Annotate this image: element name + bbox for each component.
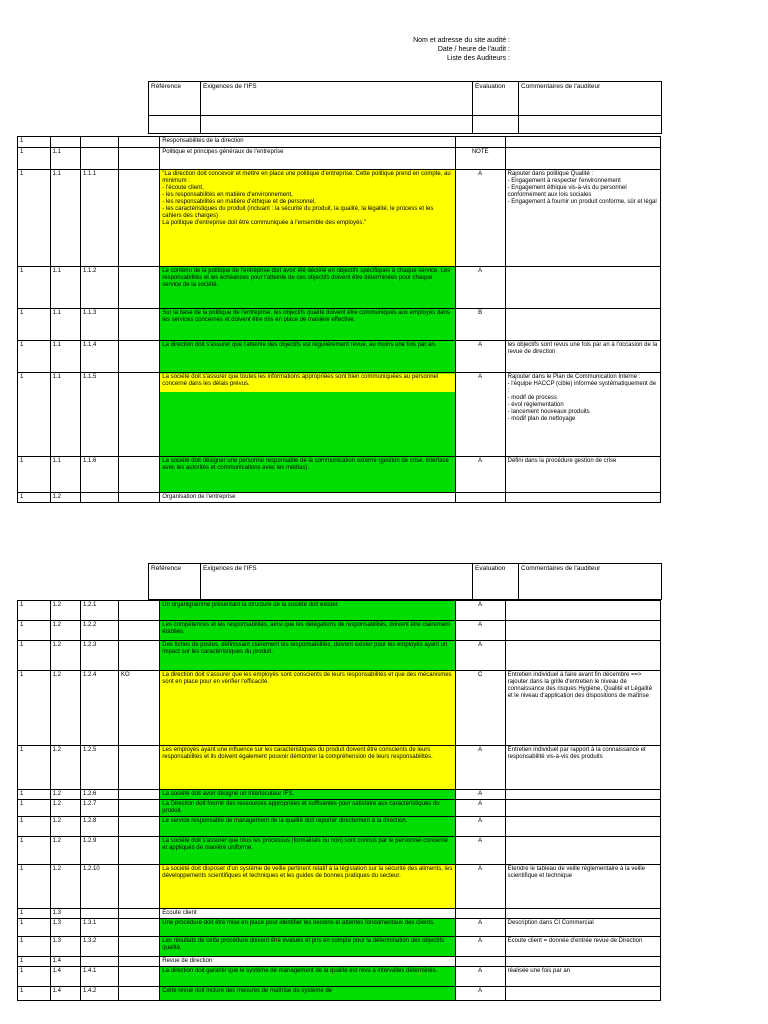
ref-level1: 1	[18, 267, 51, 309]
ref-level2: 1.2	[50, 601, 80, 621]
evaluation-value: A	[455, 865, 505, 909]
col-evaluation: Evaluation	[473, 564, 519, 600]
col-reference: Référence	[149, 564, 201, 600]
table-row	[18, 309, 661, 341]
ko-flag	[118, 937, 159, 957]
ref-level3: 1.2.9	[80, 837, 118, 865]
auditor-comment: Rajouter dans le Plan de Communication Interne : - l'équipe HACCP (cible) informée systématiquement de : - modif de process - évol réglementation - lancement nouveaux produits - modif plan de nettoyage	[505, 373, 660, 457]
ref-level2: 1.1	[50, 170, 80, 267]
table-row	[18, 267, 661, 309]
auditor-comment	[505, 493, 660, 503]
requirement-text: Organisation de l'entreprise	[160, 493, 455, 503]
ko-flag	[118, 373, 159, 457]
ko-flag	[118, 865, 159, 909]
ko-flag	[118, 621, 159, 641]
ref-level3	[80, 909, 118, 919]
ref-level2: 1.3	[50, 937, 80, 957]
ref-level2: 1.2	[50, 746, 80, 790]
table-row	[18, 909, 661, 919]
ref-level3: 1.4.1	[80, 967, 118, 987]
auditor-comment	[505, 621, 660, 641]
ko-flag	[118, 493, 159, 503]
auditor-comment	[505, 957, 660, 967]
ref-level1: 1	[18, 148, 51, 170]
requirement-text: Des fiches de postes, définissant clairement les responsabilités, doivent exister pour les employés ayant un impact sur les caractéristiques du produit.	[160, 641, 455, 671]
ref-level1: 1	[18, 621, 51, 641]
requirement-text: Les compétences et les responsabilités, ainsi que les délégations de responsabilités, doivent être clairement établies.	[160, 621, 455, 641]
ref-level3	[80, 148, 118, 170]
table-row	[18, 493, 661, 503]
auditor-comment: Rajouter dans politique Qualité : - Engagement à respecter l'environnement - Engagement éthique vis-à-vis du personnel conformément aux lois sociales - Engagement à fournir un produit conforme, sûr et légal	[505, 170, 660, 267]
ref-level2: 1.2	[50, 671, 80, 746]
ref-level2: 1.1	[50, 457, 80, 493]
ref-level1: 1	[18, 373, 51, 457]
requirement-text: Un organigramme présentant la structure de la société doit exister.	[160, 601, 455, 621]
table-row	[18, 170, 661, 267]
ko-flag: KO	[118, 671, 159, 746]
auditor-comment	[505, 148, 660, 170]
ref-level3: 1.2.5	[80, 746, 118, 790]
table-row	[18, 865, 661, 909]
ko-flag	[118, 967, 159, 987]
table-row	[18, 341, 661, 373]
evaluation-value: A	[455, 817, 505, 837]
col-evaluation: Evaluation	[473, 82, 519, 116]
ref-level2: 1.2	[50, 493, 80, 503]
ref-level3: 1.1.2	[80, 267, 118, 309]
ko-flag	[118, 641, 159, 671]
ko-flag	[118, 957, 159, 967]
ref-level3: 1.2.4	[80, 671, 118, 746]
auditor-comment	[505, 909, 660, 919]
requirement-text: La société doit avoir désigné un interlocuteur IFS.	[160, 790, 455, 800]
ref-level3: 1.3.1	[80, 919, 118, 937]
ko-flag	[118, 137, 159, 148]
table-row	[18, 671, 661, 746]
ref-level2: 1.2	[50, 865, 80, 909]
ref-level1: 1	[18, 800, 51, 817]
table2-header	[148, 563, 662, 600]
ref-level2: 1.1	[50, 309, 80, 341]
ref-level2: 1.2	[50, 790, 80, 800]
auditors-label: Liste des Auditeurs :	[446, 55, 510, 62]
requirement-text: La direction doit garantir que le système de management de la qualité est revu à intervalles déterminés.	[160, 967, 455, 987]
ko-flag	[118, 457, 159, 493]
table-row	[18, 957, 661, 967]
auditor-comment	[505, 837, 660, 865]
ref-level2: 1.2	[50, 621, 80, 641]
auditor-comment	[505, 137, 660, 148]
ko-flag	[118, 800, 159, 817]
auditor-comment: les objectifs sont revus une fois par an à l'occasion de la revue de direction	[505, 341, 660, 373]
ref-level2: 1.4	[50, 987, 80, 1001]
ref-level3: 1.2.6	[80, 790, 118, 800]
requirement-text: Responsabilités de la direction	[160, 137, 455, 148]
requirement-text: La société doit désigner une personne responsable de la communication externe (gestion de crise, interface avec les autorités et communications avec les médias).	[160, 457, 455, 493]
table-row	[18, 817, 661, 837]
auditor-comment: Ecoute client = donnée d'entrée revue de Direction	[505, 937, 660, 957]
ko-flag	[118, 909, 159, 919]
audit-date-label: Date / heure de l'audit :	[437, 46, 510, 53]
evaluation-value: A	[455, 987, 505, 1001]
ref-level2: 1.1	[50, 341, 80, 373]
evaluation-value: B	[455, 309, 505, 341]
col-requirement: Exigences de l'IFS	[201, 564, 473, 600]
auditor-comment: réalisée une fois par an	[505, 967, 660, 987]
requirement-text: La société doit s'assurer que tous les processus (formalisés ou non) sont connus par le personnel concerné et appliqués de manière uniforme.	[160, 837, 455, 865]
ref-level3: 1.2.1	[80, 601, 118, 621]
requirement-text: Sur la base de la politique de l'entreprise, les objectifs qualité doivent être communiqués aux employés dans les services concernés et doivent être mis en place de manière effective.	[160, 309, 455, 341]
table-row	[18, 601, 661, 621]
ref-level1: 1	[18, 341, 51, 373]
requirement-text: La direction doit s'assurer que les employés sont conscients de leurs responsabilités et que des mécanismes sont en place pour en vérifier l'efficacité.	[160, 671, 455, 746]
requirement-text: Ecoute client	[160, 909, 455, 919]
ko-flag	[118, 170, 159, 267]
evaluation-value: A	[455, 170, 505, 267]
ref-level1: 1	[18, 909, 51, 919]
table-row	[18, 457, 661, 493]
ko-flag	[118, 148, 159, 170]
ref-level3: 1.2.8	[80, 817, 118, 837]
ref-level1: 1	[18, 601, 51, 621]
ref-level1: 1	[18, 790, 51, 800]
ref-level3	[80, 137, 118, 148]
auditor-comment: Entretien individuel à faire avant fin décembre ==> rajouter dans la grille d'entretien le niveau de connaissance des risques Hygiène, Qualité et Légalité et le niveau d'application des dispositions de maîtrise	[505, 671, 660, 746]
ref-level2: 1.2	[50, 817, 80, 837]
ref-level1: 1	[18, 957, 51, 967]
ref-level1: 1	[18, 671, 51, 746]
auditor-comment: Description dans CI Commercial	[505, 919, 660, 937]
evaluation-value: C	[455, 671, 505, 746]
ref-level2: 1.3	[50, 909, 80, 919]
auditor-comment: Entretien individuel par rapport à la connaissance et responsabilité vis-à-vis des produits	[505, 746, 660, 790]
evaluation-value: A	[455, 790, 505, 800]
requirements-table-1	[17, 136, 661, 503]
requirement-text: "La direction doit concevoir et mettre en place une politique d'entreprise. Cette politique prend en compte, au minimum : - l'écoute client, - les responsabilités en matière d'environnement, - les responsabilités en matière d'éthique et de personnel, - les caractéristiques du produit (incluant : la sécurité du produit, la qualité, la légalité, le process et les cahiers des charges) La politique d'entreprise doit être communiquée à l'ensemble des employés."	[160, 170, 455, 267]
ref-level1: 1	[18, 457, 51, 493]
requirement-text: La société doit disposer d'un système de veille pertinent relatif à la législation sur la sécurité des aliments, les développements scientifiques et techniques et les guides de bonnes pratiques du secteur.	[160, 865, 455, 909]
ref-level2: 1.1	[50, 148, 80, 170]
table-row	[18, 373, 661, 457]
ref-level2: 1.1	[50, 373, 80, 457]
table-row	[18, 800, 661, 817]
ref-level2: 1.4	[50, 967, 80, 987]
evaluation-value: A	[455, 457, 505, 493]
table-row	[18, 641, 661, 671]
table-row	[18, 919, 661, 937]
evaluation-value: NOTE	[455, 148, 505, 170]
auditor-comment	[505, 267, 660, 309]
evaluation-value: A	[455, 837, 505, 865]
auditor-comment	[505, 641, 660, 671]
ref-level2: 1.2	[50, 837, 80, 865]
ko-flag	[118, 837, 159, 865]
ref-level1: 1	[18, 817, 51, 837]
ref-level3	[80, 957, 118, 967]
ref-level1: 1	[18, 937, 51, 957]
ko-flag	[118, 601, 159, 621]
ref-level3: 1.1.1	[80, 170, 118, 267]
evaluation-value: A	[455, 641, 505, 671]
ko-flag	[118, 987, 159, 1001]
auditor-comment	[505, 800, 660, 817]
table1-header	[148, 81, 662, 134]
ko-flag	[118, 267, 159, 309]
auditor-comment	[505, 309, 660, 341]
ref-level3	[80, 493, 118, 503]
ref-level2	[50, 137, 80, 148]
table-row	[18, 621, 661, 641]
requirement-text: La direction doit s'assurer que l'atteinte des objectifs est régulièrement revue, au moins une fois par an.	[160, 341, 455, 373]
ref-level1: 1	[18, 493, 51, 503]
col-requirement: Exigences de l'IFS	[201, 82, 473, 116]
evaluation-value	[455, 957, 505, 967]
table-row	[18, 790, 661, 800]
table-row	[18, 967, 661, 987]
ref-level3: 1.1.4	[80, 341, 118, 373]
requirement-text: Politique et principes généraux de l'entreprise	[160, 148, 455, 170]
auditor-comment	[505, 817, 660, 837]
col-comments: Commentaires de l'auditeur	[519, 82, 662, 116]
table-row	[18, 937, 661, 957]
requirement-text: Cette revue doit inclure des mesures de maîtrise du système de	[160, 987, 455, 1001]
evaluation-value	[455, 137, 505, 148]
ref-level3: 1.2.7	[80, 800, 118, 817]
evaluation-value: A	[455, 800, 505, 817]
requirement-text: Le service responsable de management de la qualité doit reporter directement à la direction.	[160, 817, 455, 837]
ref-level2: 1.3	[50, 919, 80, 937]
requirement-text: La Direction doit fournir des ressources appropriées et suffisantes pour satisfaire aux caractéristiques du produit.	[160, 800, 455, 817]
evaluation-value: A	[455, 919, 505, 937]
table-row	[18, 746, 661, 790]
ko-flag	[118, 309, 159, 341]
evaluation-value	[455, 909, 505, 919]
ref-level1: 1	[18, 987, 51, 1001]
ref-level1: 1	[18, 746, 51, 790]
ref-level3: 1.4.2	[80, 987, 118, 1001]
ko-flag	[118, 341, 159, 373]
table-row	[18, 137, 661, 148]
evaluation-value: A	[455, 601, 505, 621]
ref-level3: 1.2.3	[80, 641, 118, 671]
table-row	[18, 837, 661, 865]
ref-level1: 1	[18, 837, 51, 865]
requirement-text: La société doit s'assurer que toutes les informations appropriées sont bien communiquées au personnel concerné dans les délais prévus.	[160, 373, 455, 457]
requirement-text: Les employés ayant une influence sur les caractéristiques du produit doivent être conscients de leurs responsabilités et ils doivent également pouvoir démontrer la compréhension de leurs responsabilités.	[160, 746, 455, 790]
ref-level2: 1.2	[50, 641, 80, 671]
ref-level3: 1.1.5	[80, 373, 118, 457]
evaluation-value: A	[455, 341, 505, 373]
ref-level3: 1.1.3	[80, 309, 118, 341]
auditor-comment: Défini dans la procédure gestion de crise	[505, 457, 660, 493]
audit-header	[413, 36, 510, 63]
requirement-text: Une procédure doit être mise en place pour identifier les besoins et attentes fondamentaux des clients.	[160, 919, 455, 937]
ko-flag	[118, 746, 159, 790]
auditor-comment: Etendre le tableau de veille réglementaire à la veille scientifique et technique	[505, 865, 660, 909]
evaluation-value: A	[455, 937, 505, 957]
auditor-comment	[505, 790, 660, 800]
ko-flag	[118, 919, 159, 937]
requirements-table-2	[17, 600, 661, 1001]
requirement-text: Les résultats de cette procédure doivent être évalués et pris en compte pour la détermination des objectifs qualité.	[160, 937, 455, 957]
table-row	[18, 987, 661, 1001]
ko-flag	[118, 817, 159, 837]
col-reference: Référence	[149, 82, 201, 116]
ref-level2: 1.4	[50, 957, 80, 967]
table-row	[18, 148, 661, 170]
ref-level1: 1	[18, 967, 51, 987]
auditor-comment	[505, 987, 660, 1001]
ref-level3: 1.2.10	[80, 865, 118, 909]
evaluation-value: A	[455, 267, 505, 309]
evaluation-value: A	[455, 967, 505, 987]
ref-level1: 1	[18, 309, 51, 341]
ref-level2: 1.2	[50, 800, 80, 817]
ko-flag	[118, 790, 159, 800]
ref-level1: 1	[18, 919, 51, 937]
requirement-text: Revue de direction	[160, 957, 455, 967]
evaluation-value: A	[455, 746, 505, 790]
ref-level3: 1.3.2	[80, 937, 118, 957]
requirement-text: Le contenu de la politique de l'entreprise doit avoir été décliné en objectifs spécifiques à chaque service. Les responsabilités et les échéances pour l'atteinte de ces objectifs doivent être déterminées pour chaque service de la société.	[160, 267, 455, 309]
evaluation-value	[455, 493, 505, 503]
ref-level2: 1.1	[50, 267, 80, 309]
ref-level1: 1	[18, 170, 51, 267]
ref-level3: 1.1.6	[80, 457, 118, 493]
site-name-label: Nom et adresse du site audité :	[413, 37, 510, 44]
ref-level3: 1.2.2	[80, 621, 118, 641]
evaluation-value: A	[455, 373, 505, 457]
ref-level1: 1	[18, 865, 51, 909]
auditor-comment	[505, 601, 660, 621]
evaluation-value: A	[455, 621, 505, 641]
col-comments: Commentaires de l'auditeur	[519, 564, 662, 600]
ref-level1: 1	[18, 641, 51, 671]
ref-level1: 1	[18, 137, 51, 148]
